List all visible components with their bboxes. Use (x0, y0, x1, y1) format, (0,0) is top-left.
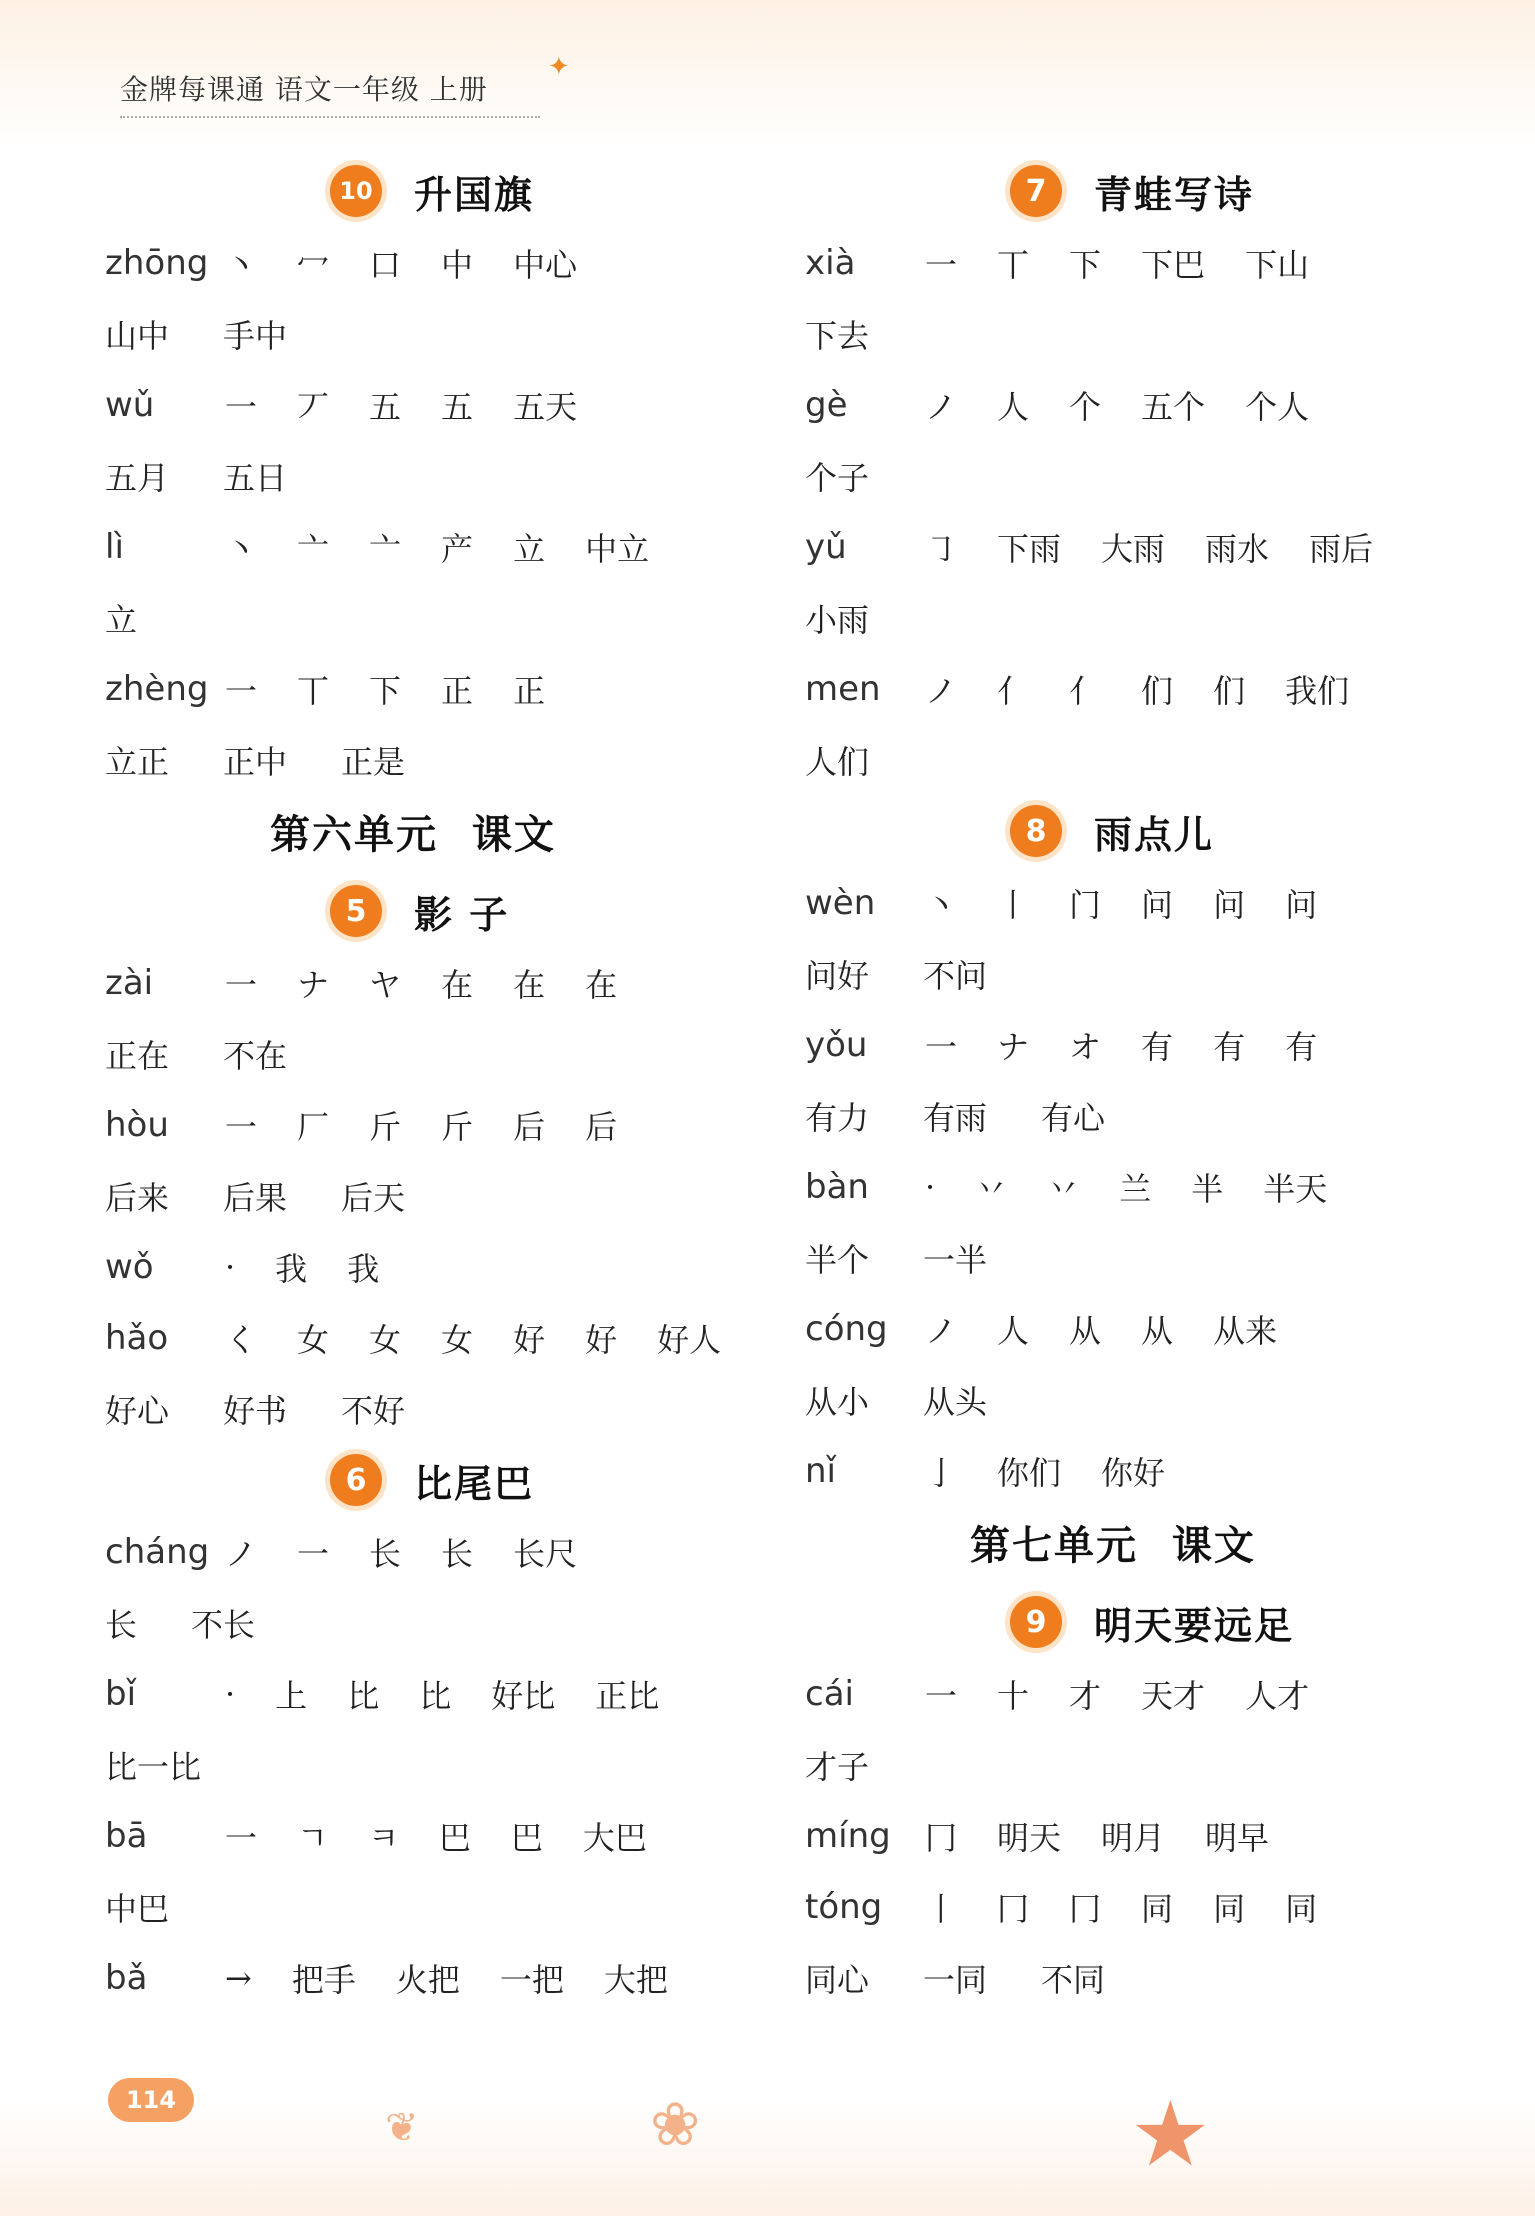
stroke-item: 好人 (657, 1320, 722, 1359)
stroke-item: 从 (1069, 1311, 1102, 1350)
stroke-item: ノ (225, 1534, 258, 1573)
stroke-order-row (805, 1658, 1485, 1729)
stroke-order-row (805, 653, 1485, 724)
stroke-sequence (225, 1529, 617, 1575)
word-example: 才子 (805, 1747, 870, 1786)
fish-decoration-icon: ❦ (385, 2105, 419, 2151)
word-example: 长 (105, 1605, 138, 1644)
word-example-row (105, 1871, 785, 1942)
stroke-item: 中 (441, 245, 474, 284)
stroke-sequence (225, 666, 585, 712)
lesson-title: 升国旗 (414, 172, 535, 217)
stroke-item: ノ (925, 387, 958, 426)
stroke-item: 亻 (1069, 671, 1102, 710)
stroke-item: 产 (441, 529, 474, 568)
stroke-order-row (105, 1089, 785, 1160)
stroke-item: 有 (1285, 1027, 1318, 1066)
pinyin-label: bàn (805, 1166, 869, 1207)
stroke-item: 长 (441, 1534, 474, 1573)
stroke-item: ノ (925, 1311, 958, 1350)
word-example: 好书 (223, 1391, 288, 1430)
stroke-item: · (925, 1167, 936, 1206)
stroke-item: 大巴 (582, 1818, 647, 1857)
pinyin-label: yǒu (805, 1024, 868, 1065)
lesson-heading (330, 875, 785, 947)
stroke-item: 问 (1285, 885, 1318, 924)
pinyin-label: men (805, 668, 881, 709)
stroke-item: 一 (225, 387, 258, 426)
starfish-decoration-icon: ★ (1130, 2082, 1211, 2187)
stroke-item: 丨 (925, 1889, 958, 1928)
stroke-sequence (225, 382, 617, 428)
word-example: 下去 (805, 316, 870, 355)
stroke-item: 你好 (1101, 1453, 1166, 1492)
word-example: 后果 (223, 1178, 288, 1217)
stroke-item: 火把 (395, 1960, 460, 1999)
page-number: 114 (108, 2078, 194, 2122)
word-example: 正是 (341, 742, 406, 781)
stroke-item: 比 (347, 1676, 380, 1715)
stroke-sequence (225, 1315, 761, 1361)
stroke-item: 丶 (225, 245, 258, 284)
stroke-item: 丨 (997, 885, 1030, 924)
word-example: 不好 (341, 1391, 406, 1430)
stroke-sequence (925, 1813, 1309, 1859)
stroke-item: 上 (275, 1676, 308, 1715)
pinyin-label: lì (105, 526, 124, 567)
stroke-order-row (805, 1151, 1485, 1222)
word-example-row (805, 1942, 1485, 2013)
lesson-number-badge: 6 (330, 1454, 382, 1506)
stroke-item: 五天 (513, 387, 578, 426)
pinyin-label: zhōng (105, 242, 209, 283)
stroke-item: 在 (513, 965, 546, 1004)
stroke-sequence (925, 880, 1357, 926)
stroke-item: 有 (1141, 1027, 1174, 1066)
stroke-item: 明月 (1101, 1818, 1166, 1857)
stroke-item: 比 (419, 1676, 452, 1715)
stroke-order-row (105, 947, 785, 1018)
stroke-item: ㄱ (297, 1818, 328, 1857)
word-example: 不同 (1041, 1960, 1106, 1999)
stroke-sequence (225, 1671, 699, 1717)
stroke-item: 丶 (225, 529, 258, 568)
stroke-item: 中立 (585, 529, 650, 568)
word-example: 中巴 (105, 1889, 170, 1928)
stroke-item: 个 (1069, 387, 1102, 426)
stroke-item: 十 (997, 1676, 1030, 1715)
word-example: 正中 (223, 742, 288, 781)
word-example: 有力 (805, 1098, 870, 1137)
stroke-sequence (225, 960, 657, 1006)
word-example-row (805, 1364, 1485, 1435)
lesson-number-badge: 7 (1010, 165, 1062, 217)
stroke-item: 明早 (1205, 1818, 1270, 1857)
stroke-sequence (925, 1671, 1349, 1717)
stroke-order-row (805, 227, 1485, 298)
stroke-item: 好 (585, 1320, 618, 1359)
word-example: 个子 (805, 458, 870, 497)
stroke-item: 大雨 (1101, 529, 1166, 568)
word-example: 从小 (805, 1382, 870, 1421)
word-example-row (805, 938, 1485, 1009)
stroke-item: 天才 (1141, 1676, 1206, 1715)
stroke-item: 把手 (291, 1960, 356, 1999)
stroke-item: 我们 (1285, 671, 1350, 710)
pinyin-label: bǐ (105, 1673, 137, 1714)
pinyin-label: bā (105, 1815, 148, 1856)
stroke-order-row (105, 511, 785, 582)
lesson-heading (1010, 795, 1485, 867)
stroke-order-row (805, 867, 1485, 938)
word-example: 人们 (805, 742, 870, 781)
word-example: 后天 (341, 1178, 406, 1217)
stroke-item: 好比 (491, 1676, 556, 1715)
stroke-sequence (925, 1884, 1357, 1930)
lesson-title: 明天要远足 (1094, 1603, 1295, 1648)
word-example-row (105, 298, 785, 369)
pinyin-label: cháng (105, 1531, 210, 1572)
lesson-number-badge: 10 (330, 165, 382, 217)
word-example: 同心 (805, 1960, 870, 1999)
pinyin-label: wèn (805, 882, 876, 923)
word-example-row (105, 724, 785, 795)
word-example-row (105, 582, 785, 653)
stroke-order-row (105, 1231, 785, 1302)
stroke-order-row (805, 1871, 1485, 1942)
stroke-order-row (805, 511, 1485, 582)
stroke-order-row (105, 227, 785, 298)
stroke-item: ノ (925, 671, 958, 710)
pinyin-label: hòu (105, 1104, 169, 1145)
pinyin-label: zài (105, 962, 154, 1003)
word-example-row (805, 1729, 1485, 1800)
stroke-item: → (225, 1958, 252, 1997)
pinyin-label: míng (805, 1815, 891, 1856)
pinyin-label: gè (805, 384, 848, 425)
stroke-item: 丆 (297, 387, 330, 426)
word-example: 正在 (105, 1036, 170, 1075)
stroke-item: 我 (275, 1249, 308, 1288)
stroke-order-row (805, 1009, 1485, 1080)
word-example-row (805, 1222, 1485, 1293)
stroke-sequence (225, 240, 617, 286)
word-example: 立正 (105, 742, 170, 781)
stroke-item: 女 (297, 1320, 330, 1359)
stroke-sequence (225, 1244, 419, 1290)
stroke-item: 丷 (975, 1169, 1008, 1208)
stroke-item: · (225, 1674, 236, 1713)
stroke-item: 同 (1213, 1889, 1246, 1928)
word-example-row (805, 298, 1485, 369)
stroke-item: 斤 (441, 1107, 474, 1146)
word-example-row (805, 582, 1485, 653)
stroke-item: 一 (225, 1818, 258, 1857)
stroke-item: 丅 (997, 245, 1030, 284)
word-example-row (805, 440, 1485, 511)
word-example: 山中 (105, 316, 170, 355)
stroke-item: 雨后 (1309, 529, 1374, 568)
stroke-item: ヤ (369, 965, 402, 1004)
pinyin-label: tóng (805, 1886, 883, 1927)
stroke-item: 一 (225, 1107, 258, 1146)
pinyin-label: wǔ (105, 384, 155, 425)
lesson-number-badge: 9 (1010, 1596, 1062, 1648)
pinyin-label: zhèng (105, 668, 209, 709)
stroke-item: 一 (297, 1534, 330, 1573)
stroke-item: 后 (513, 1107, 546, 1146)
stroke-item: 你们 (997, 1453, 1062, 1492)
stroke-item: 好 (513, 1320, 546, 1359)
stroke-item: 斤 (369, 1107, 402, 1146)
stroke-item: 丅 (297, 671, 330, 710)
stroke-item: 亅 (925, 1453, 958, 1492)
stroke-sequence (925, 1306, 1317, 1352)
stroke-item: 们 (1213, 671, 1246, 710)
word-example: 后来 (105, 1178, 170, 1217)
stroke-item: 半 (1191, 1169, 1224, 1208)
page-header-title: 金牌每课通 语文一年级 上册 (120, 68, 540, 118)
pinyin-label: bǎ (105, 1957, 148, 1998)
stroke-item: 从来 (1213, 1311, 1278, 1350)
word-example: 五日 (223, 458, 288, 497)
word-example: 从头 (923, 1382, 988, 1421)
stroke-item: 大把 (603, 1960, 668, 1999)
stroke-order-row (105, 369, 785, 440)
stroke-item: 我 (347, 1249, 380, 1288)
right-column (805, 155, 1485, 2013)
stroke-item: 五个 (1141, 387, 1206, 426)
stroke-sequence (925, 1448, 1205, 1494)
word-example-row (105, 1160, 785, 1231)
footer-band (0, 2100, 1535, 2216)
stroke-sequence (925, 666, 1389, 712)
word-example: 不长 (191, 1605, 256, 1644)
stroke-order-row (105, 1302, 785, 1373)
stroke-item: ㅋ (367, 1818, 399, 1857)
stroke-item: 冂 (997, 1889, 1030, 1928)
stroke-item: 亻 (997, 671, 1030, 710)
stroke-item: 亠 (369, 529, 402, 568)
pinyin-label: hǎo (105, 1317, 169, 1358)
word-example-row (105, 1729, 785, 1800)
stroke-sequence (925, 240, 1349, 286)
stroke-item: 亠 (297, 529, 330, 568)
stroke-item: · (225, 1247, 236, 1286)
stroke-sequence (225, 1102, 657, 1148)
stroke-item: 一 (925, 1676, 958, 1715)
stroke-item: 门 (1069, 885, 1102, 924)
stroke-order-row (805, 1293, 1485, 1364)
stroke-item: オ (1069, 1027, 1102, 1066)
stroke-order-row (105, 653, 785, 724)
stroke-item: 下 (369, 671, 402, 710)
stroke-order-row (105, 1516, 785, 1587)
stroke-sequence (225, 1955, 708, 2001)
stroke-sequence (225, 524, 689, 570)
pinyin-label: cóng (805, 1308, 888, 1349)
stroke-item: 正 (441, 671, 474, 710)
stroke-item: 中心 (513, 245, 578, 284)
stroke-item: ナ (297, 965, 330, 1004)
stroke-order-row (105, 1942, 785, 2013)
stroke-order-row (805, 1435, 1485, 1506)
word-example: 一同 (923, 1960, 988, 1999)
word-example-row (105, 1373, 785, 1444)
word-example: 不在 (223, 1036, 288, 1075)
stroke-sequence (225, 1813, 687, 1859)
stroke-item: 一把 (499, 1960, 564, 1999)
stroke-item: 冂 (1069, 1889, 1102, 1928)
word-example-row (805, 1080, 1485, 1151)
stroke-item: 下山 (1245, 245, 1310, 284)
stroke-item: 一 (225, 671, 258, 710)
word-example: 立 (105, 600, 138, 639)
stroke-item: ナ (997, 1027, 1030, 1066)
word-example: 手中 (223, 316, 288, 355)
left-column (105, 155, 785, 2013)
stroke-item: 同 (1141, 1889, 1174, 1928)
lesson-heading (1010, 155, 1485, 227)
stroke-item: 立 (513, 529, 546, 568)
stroke-item: 下 (1069, 245, 1102, 284)
stroke-item: 长尺 (513, 1534, 578, 1573)
stroke-item: 长 (369, 1534, 402, 1573)
stroke-item: 人 (997, 1311, 1030, 1350)
stroke-item: 人 (997, 387, 1030, 426)
pinyin-label: cái (805, 1673, 854, 1714)
stroke-order-row (805, 1800, 1485, 1871)
word-example-row (105, 1587, 785, 1658)
lesson-title: 青蛙写诗 (1094, 172, 1255, 217)
stroke-item: 五 (441, 387, 474, 426)
stroke-item: 问 (1141, 885, 1174, 924)
stroke-item: 一 (225, 965, 258, 1004)
stroke-sequence (925, 1164, 1367, 1210)
stroke-order-row (105, 1658, 785, 1729)
stroke-item: 在 (585, 965, 618, 1004)
stroke-item: 女 (441, 1320, 474, 1359)
stroke-item: 人才 (1245, 1676, 1310, 1715)
stroke-item: ㇆ (925, 529, 958, 568)
word-example: 比一比 (105, 1747, 202, 1786)
stroke-item: 有 (1213, 1027, 1246, 1066)
word-example-row (105, 440, 785, 511)
stroke-item: 丷 (1047, 1169, 1080, 1208)
stroke-item: 女 (369, 1320, 402, 1359)
word-example: 不问 (923, 956, 988, 995)
lesson-number-badge: 5 (330, 885, 382, 937)
stroke-item: 同 (1285, 1889, 1318, 1928)
lesson-heading (330, 155, 785, 227)
word-example: 有心 (1041, 1098, 1106, 1137)
unit-heading: 第七单元 课文 (970, 1523, 1256, 1569)
stroke-item: 下巴 (1141, 245, 1206, 284)
stroke-item: 才 (1069, 1676, 1102, 1715)
stroke-item: 冖 (297, 245, 330, 284)
stroke-item: 冂 (925, 1818, 958, 1857)
stroke-item: 后 (585, 1107, 618, 1146)
word-example: 半个 (805, 1240, 870, 1279)
unit-heading: 第六单元 课文 (270, 812, 556, 858)
word-example-row (805, 724, 1485, 795)
stroke-item: 一 (925, 1027, 958, 1066)
stroke-sequence (925, 524, 1413, 570)
pinyin-label: nǐ (805, 1450, 836, 1491)
stroke-sequence (925, 382, 1349, 428)
stroke-item: 明天 (997, 1818, 1062, 1857)
stroke-sequence (925, 1022, 1357, 1068)
pinyin-label: yǔ (805, 526, 847, 567)
stroke-item: 一 (925, 245, 958, 284)
word-example: 一半 (923, 1240, 988, 1279)
stroke-item: 正 (513, 671, 546, 710)
stroke-item: 问 (1213, 885, 1246, 924)
lesson-heading (330, 1444, 785, 1516)
stroke-item: 厂 (297, 1107, 330, 1146)
stroke-item: 们 (1141, 671, 1174, 710)
stroke-item: く (225, 1320, 258, 1359)
stroke-item: 五 (369, 387, 402, 426)
shell-decoration-icon: ❀ (650, 2090, 701, 2160)
word-example: 有雨 (923, 1098, 988, 1137)
pinyin-label: xià (805, 242, 856, 283)
word-example-row (105, 1018, 785, 1089)
lesson-title: 影 子 (414, 892, 510, 937)
stroke-item: 在 (441, 965, 474, 1004)
stroke-order-row (805, 369, 1485, 440)
word-example: 问好 (805, 956, 870, 995)
stroke-item: 下雨 (997, 529, 1062, 568)
stroke-item: 巴 (438, 1818, 471, 1857)
stroke-item: 巴 (510, 1818, 543, 1857)
pinyin-label: wǒ (105, 1246, 154, 1287)
lesson-title: 雨点儿 (1094, 812, 1215, 857)
lesson-number-badge: 8 (1010, 805, 1062, 857)
stroke-item: 口 (369, 245, 402, 284)
word-example: 好心 (105, 1391, 170, 1430)
sparkle-icon: ✦ (548, 52, 570, 82)
stroke-item: 个人 (1245, 387, 1310, 426)
word-example: 小雨 (805, 600, 870, 639)
stroke-item: 正比 (595, 1676, 660, 1715)
stroke-order-row (105, 1800, 785, 1871)
stroke-item: 从 (1141, 1311, 1174, 1350)
word-example: 五月 (105, 458, 170, 497)
stroke-item: 雨水 (1205, 529, 1270, 568)
stroke-item: 丶 (925, 885, 958, 924)
lesson-heading (1010, 1586, 1485, 1658)
stroke-item: 半天 (1263, 1169, 1328, 1208)
stroke-item: 兰 (1119, 1169, 1152, 1208)
lesson-title: 比尾巴 (414, 1461, 535, 1506)
